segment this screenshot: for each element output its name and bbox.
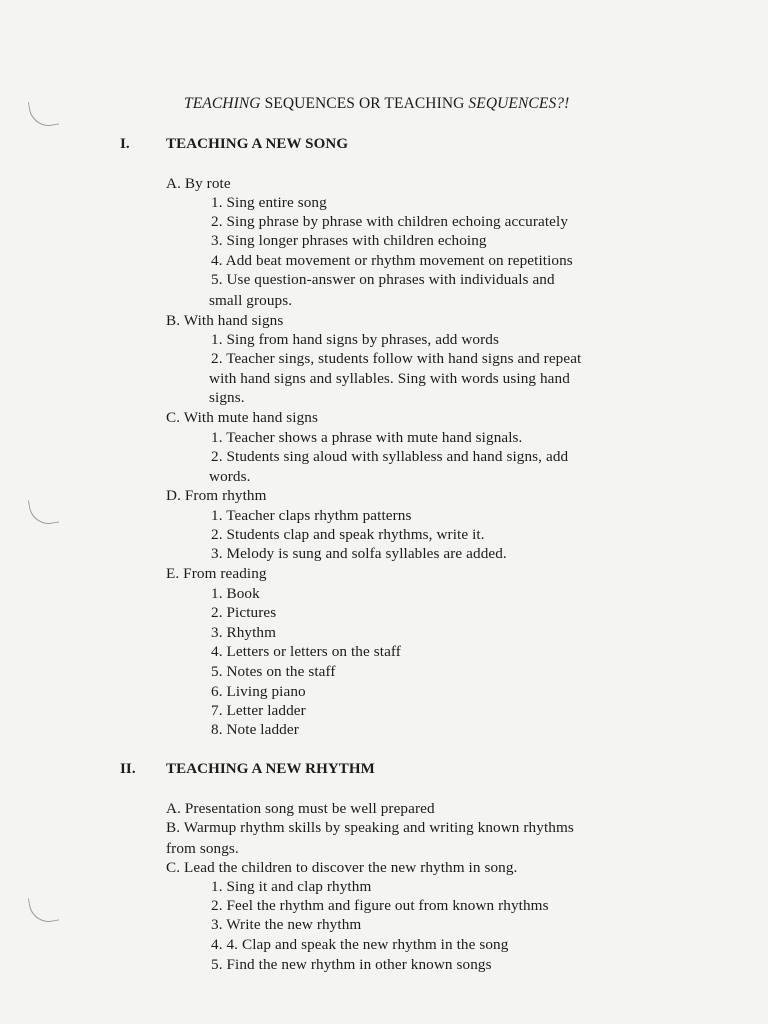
list-item: 4. Letters or letters on the staff: [211, 643, 401, 660]
punch-hole: [28, 98, 59, 129]
list-item: 5. Find the new rhythm in other known songs: [211, 956, 492, 973]
list-item: 3. Sing longer phrases with children echoing: [211, 232, 487, 249]
list-item: 1. Sing from hand signs by phrases, add words: [211, 331, 499, 348]
subsection-label: D. From rhythm: [166, 487, 267, 504]
list-item: 2. Students clap and speak rhythms, write it.: [211, 526, 485, 543]
list-item: 5. Notes on the staff: [211, 663, 336, 680]
subsection-label: A. By rote: [166, 175, 231, 192]
list-item: 2. Pictures: [211, 604, 277, 621]
list-item: 1. Sing entire song: [211, 194, 327, 211]
punch-hole: [28, 894, 59, 925]
subsection-label: B. Warmup rhythm skills by speaking and writing known rhythms: [166, 819, 574, 836]
list-item: 1. Teacher shows a phrase with mute hand signals.: [211, 429, 523, 446]
list-item: words.: [209, 468, 251, 485]
page-title: TEACHING SEQUENCES OR TEACHING SEQUENCES?!: [184, 95, 570, 112]
subsection-label: E. From reading: [166, 565, 267, 582]
list-item: 4. 4. Clap and speak the new rhythm in the song: [211, 936, 509, 953]
list-item: 7. Letter ladder: [211, 702, 306, 719]
list-item: 2. Feel the rhythm and figure out from known rhythms: [211, 897, 549, 914]
subsection-label: C. Lead the children to discover the new rhythm in song.: [166, 859, 518, 876]
subsection-label: C. With mute hand signs: [166, 409, 319, 426]
list-item: small groups.: [209, 292, 293, 309]
section-number: I.: [120, 136, 130, 152]
list-item: 3. Melody is sung and solfa syllables are added.: [211, 545, 507, 562]
section-number: II.: [120, 761, 136, 777]
list-item: signs.: [209, 389, 245, 406]
list-item: 4. Add beat movement or rhythm movement on repetitions: [211, 252, 573, 269]
list-item: 1. Teacher claps rhythm patterns: [211, 507, 412, 524]
list-item: 2. Students sing aloud with syllabless and hand signs, add: [211, 448, 569, 465]
punch-hole: [28, 496, 59, 527]
subsection-label: B. With hand signs: [166, 312, 284, 329]
list-item: 1. Book: [211, 585, 260, 602]
section-heading: TEACHING A NEW SONG: [166, 136, 349, 152]
section-heading: TEACHING A NEW RHYTHM: [166, 761, 375, 777]
list-item: 3. Write the new rhythm: [211, 916, 362, 933]
list-item: 8. Note ladder: [211, 721, 299, 738]
list-item: 2. Teacher sings, students follow with hand signs and repeat: [211, 350, 582, 367]
list-item: 2. Sing phrase by phrase with children echoing accurately: [211, 213, 569, 230]
subsection-label: from songs.: [166, 840, 239, 857]
list-item: 5. Use question-answer on phrases with individuals and: [211, 271, 555, 288]
subsection-label: A. Presentation song must be well prepared: [166, 800, 435, 817]
list-item: 3. Rhythm: [211, 624, 277, 641]
list-item: with hand signs and syllables. Sing with words using hand: [209, 370, 570, 387]
list-item: 6. Living piano: [211, 683, 306, 700]
list-item: 1. Sing it and clap rhythm: [211, 878, 372, 895]
